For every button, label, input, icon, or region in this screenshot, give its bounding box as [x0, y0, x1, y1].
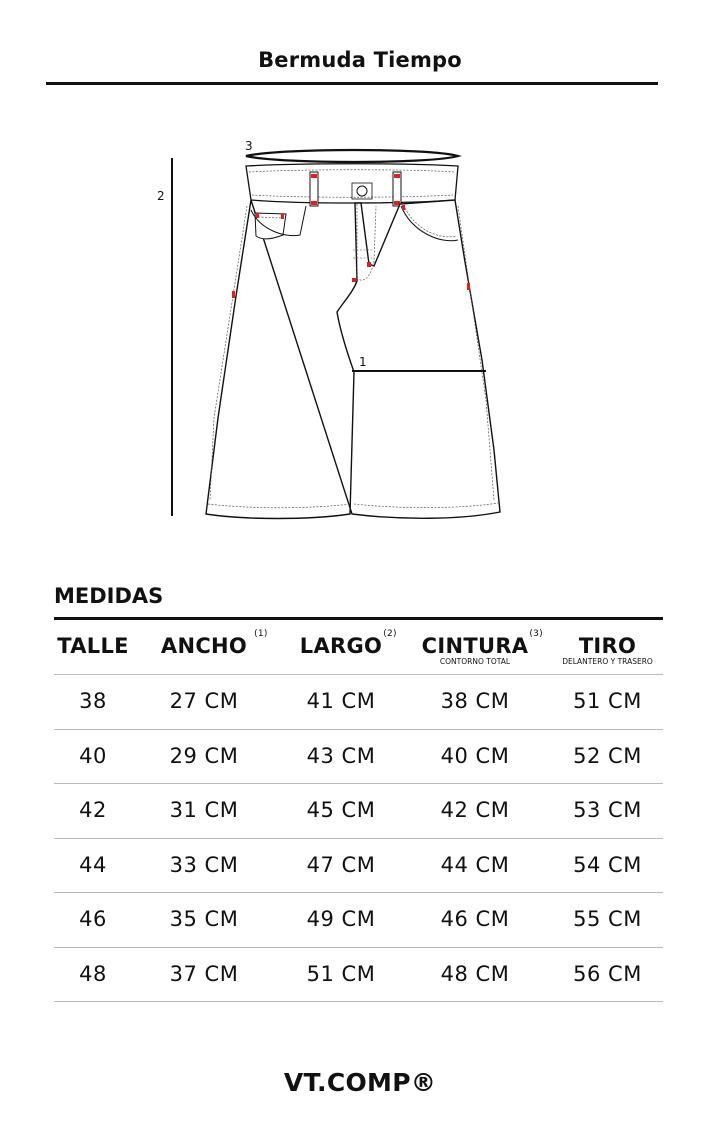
- header-ancho: [134, 622, 274, 674]
- waist-contour: [246, 150, 458, 162]
- cell-cintura: 48 CM: [440, 961, 510, 986]
- header-largo: [274, 622, 408, 674]
- width-marker-label: 1: [359, 355, 367, 369]
- cell-largo: 49 CM: [306, 907, 376, 931]
- cell-cintura: 46 CM: [440, 907, 510, 931]
- shorts-measurement-diagram: [0, 0, 720, 560]
- header-footnote: (1): [254, 629, 268, 639]
- cell-ancho: 37 CM: [169, 961, 239, 986]
- section-label: MEDIDAS: [54, 584, 164, 608]
- cell-cintura: 40 CM: [440, 743, 510, 768]
- header-label: ANCHO: [160, 634, 248, 658]
- header-sublabel: CONTORNO TOTAL: [439, 657, 511, 666]
- cell-talle: 38: [79, 689, 107, 713]
- cell-largo: 45 CM: [306, 798, 376, 822]
- cell-talle: 40: [79, 743, 107, 768]
- cell-largo: 51 CM: [306, 961, 376, 986]
- waist-marker-label: 3: [245, 139, 253, 153]
- length-marker-label: 2: [157, 189, 165, 203]
- cell-tiro: 52 CM: [573, 743, 642, 768]
- table-row: [54, 730, 663, 785]
- page-title: Bermuda Tiempo: [258, 48, 462, 72]
- cell-talle: 48: [79, 961, 107, 986]
- header-label: CINTURA: [421, 634, 529, 658]
- cell-largo: 43 CM: [306, 743, 376, 768]
- table-body: [54, 675, 663, 1002]
- header-talle: [54, 622, 132, 674]
- header-label: LARGO: [299, 634, 383, 658]
- brand-logo: VT.COMP®: [283, 1068, 437, 1097]
- cell-tiro: 51 CM: [573, 689, 642, 713]
- shorts-body-outline: [206, 200, 500, 519]
- cell-ancho: 29 CM: [169, 743, 239, 768]
- cell-tiro: 54 CM: [573, 852, 642, 877]
- table-row: [54, 784, 663, 839]
- cell-largo: 41 CM: [306, 689, 376, 713]
- cell-tiro: 55 CM: [573, 907, 642, 931]
- cell-ancho: 35 CM: [169, 907, 239, 931]
- table-row: [54, 839, 663, 894]
- cell-largo: 47 CM: [306, 852, 376, 877]
- cell-ancho: 27 CM: [169, 689, 239, 713]
- table-row: [54, 675, 663, 730]
- header-label: TALLE: [57, 634, 129, 658]
- cell-ancho: 31 CM: [169, 798, 239, 822]
- table-divider: [54, 617, 663, 620]
- table-row: [54, 948, 663, 1003]
- table-row: [54, 893, 663, 948]
- header-footnote: (2): [383, 629, 397, 639]
- cell-talle: 46: [79, 907, 107, 931]
- cell-cintura: 42 CM: [440, 798, 510, 822]
- header-cintura: [408, 622, 542, 674]
- header-footnote: (3): [529, 629, 543, 639]
- header-label: TIRO: [578, 634, 637, 658]
- cell-cintura: 38 CM: [440, 689, 510, 713]
- header-sublabel: DELANTERO Y TRASERO: [562, 657, 653, 666]
- cell-tiro: 53 CM: [573, 798, 642, 822]
- cell-tiro: 56 CM: [573, 961, 642, 986]
- cell-ancho: 33 CM: [169, 852, 239, 877]
- cell-talle: 42: [79, 798, 107, 822]
- cell-talle: 44: [79, 852, 107, 877]
- header-tiro: [542, 622, 673, 674]
- table-header: [54, 622, 663, 675]
- button-icon: [357, 186, 367, 196]
- cell-cintura: 44 CM: [440, 852, 510, 877]
